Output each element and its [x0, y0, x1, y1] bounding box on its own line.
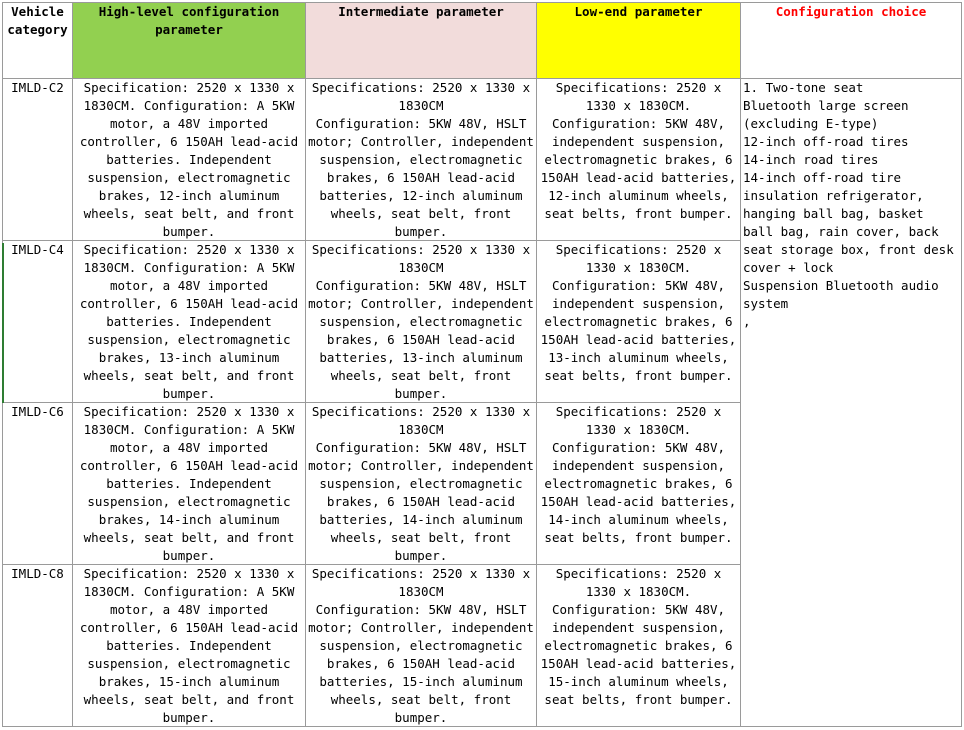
intermediate-text: Specifications: 2520 x 1330 x 1830CM Configuration: 5KW 48V, HSLT motor; Controller, independent suspension, electromagnetic brakes, 6 150AH lead-acid batteries, 13-inch aluminum wheels, seat belt, front bumper. — [308, 242, 534, 401]
high-level-text: Specification: 2520 x 1330 x 1830CM. Configuration: A 5KW motor, a 48V imported controller, 6 150AH lead-acid batteries. Independent suspension, electromagnetic brakes, 13-inch aluminum wheels, seat belt, and front bumper. — [79, 242, 299, 401]
low-end-cell[interactable] — [537, 565, 741, 727]
intermediate-text: Specifications: 2520 x 1330 x 1830CM Configuration: 5KW 48V, HSLT motor; Controller, independent suspension, electromagnetic brakes, 6 150AH lead-acid batteries, 14-inch aluminum wheels, seat belt, front bumper. — [308, 404, 534, 563]
category-cell[interactable]: IMLD-C6 — [3, 403, 73, 565]
low-end-text: Specifications: 2520 x 1330 x 1830CM. Configuration: 5KW 48V, independent suspension, electromagnetic brakes, 6 150AH lead-acid batteries, 14-inch aluminum wheels, seat belts, front bumper. — [540, 404, 737, 545]
high-level-cell[interactable] — [73, 565, 306, 727]
low-end-cell[interactable] — [537, 79, 741, 241]
header-high-level[interactable]: High-level configuration parameter — [73, 3, 306, 79]
high-level-text: Specification: 2520 x 1330 x 1830CM. Configuration: A 5KW motor, a 48V imported controller, 6 150AH lead-acid batteries. Independent suspension, electromagnetic brakes, 15-inch aluminum wheels, seat belt, and front bumper. — [79, 566, 299, 725]
intermediate-cell[interactable] — [306, 79, 537, 241]
low-end-cell[interactable] — [537, 241, 741, 403]
low-end-text: Specifications: 2520 x 1330 x 1830CM. Configuration: 5KW 48V, independent suspension, electromagnetic brakes, 6 150AH lead-acid batteries, 12-inch aluminum wheels, seat belts, front bumper. — [540, 80, 737, 221]
configuration-table — [2, 2, 962, 727]
configuration-choice-text: 1. Two-tone seat Bluetooth large screen (excluding E-type) 12-inch off-road tires 14-inch road tires 14-inch off-road tire insulation refrigerator, hanging ball bag, basket ball bag, rain cover, back seat storage box, front desk cover + lock Suspension Bluetooth audio system , — [743, 80, 954, 329]
intermediate-cell[interactable] — [306, 403, 537, 565]
high-level-text: Specification: 2520 x 1330 x 1830CM. Configuration: A 5KW motor, a 48V imported controller, 6 150AH lead-acid batteries. Independent suspension, electromagnetic brakes, 12-inch aluminum wheels, seat belt, and front bumper. — [79, 80, 299, 239]
category-cell[interactable]: IMLD-C4 — [3, 241, 73, 403]
header-row — [3, 3, 962, 79]
high-level-cell[interactable] — [73, 403, 306, 565]
high-level-cell[interactable] — [73, 241, 306, 403]
intermediate-cell[interactable] — [306, 565, 537, 727]
header-configuration-choice[interactable]: Configuration choice — [741, 3, 962, 79]
header-low-end[interactable]: Low-end parameter — [537, 3, 741, 79]
intermediate-text: Specifications: 2520 x 1330 x 1830CM Configuration: 5KW 48V, HSLT motor; Controller, independent suspension, electromagnetic brakes, 6 150AH lead-acid batteries, 15-inch aluminum wheels, seat belt, front bumper. — [308, 566, 534, 725]
header-vehicle-category[interactable]: Vehicle category — [3, 3, 73, 79]
category-cell[interactable]: IMLD-C8 — [3, 565, 73, 727]
high-level-cell[interactable] — [73, 79, 306, 241]
category-cell[interactable]: IMLD-C2 — [3, 79, 73, 241]
low-end-text: Specifications: 2520 x 1330 x 1830CM. Configuration: 5KW 48V, independent suspension, electromagnetic brakes, 6 150AH lead-acid batteries, 15-inch aluminum wheels, seat belts, front bumper. — [540, 566, 737, 707]
high-level-text: Specification: 2520 x 1330 x 1830CM. Configuration: A 5KW motor, a 48V imported controller, 6 150AH lead-acid batteries. Independent suspension, electromagnetic brakes, 14-inch aluminum wheels, seat belt, and front bumper. — [79, 404, 299, 563]
low-end-text: Specifications: 2520 x 1330 x 1830CM. Configuration: 5KW 48V, independent suspension, electromagnetic brakes, 6 150AH lead-acid batteries, 13-inch aluminum wheels, seat belts, front bumper. — [540, 242, 737, 383]
intermediate-cell[interactable] — [306, 241, 537, 403]
low-end-cell[interactable] — [537, 403, 741, 565]
intermediate-text: Specifications: 2520 x 1330 x 1830CM Configuration: 5KW 48V, HSLT motor; Controller, independent suspension, electromagnetic brakes, 6 150AH lead-acid batteries, 12-inch aluminum wheels, seat belt, front bumper. — [308, 80, 534, 239]
table-row — [3, 79, 962, 241]
header-intermediate[interactable]: Intermediate parameter — [306, 3, 537, 79]
configuration-choice-cell[interactable] — [741, 79, 962, 727]
selected-row-indicator — [2, 243, 4, 403]
